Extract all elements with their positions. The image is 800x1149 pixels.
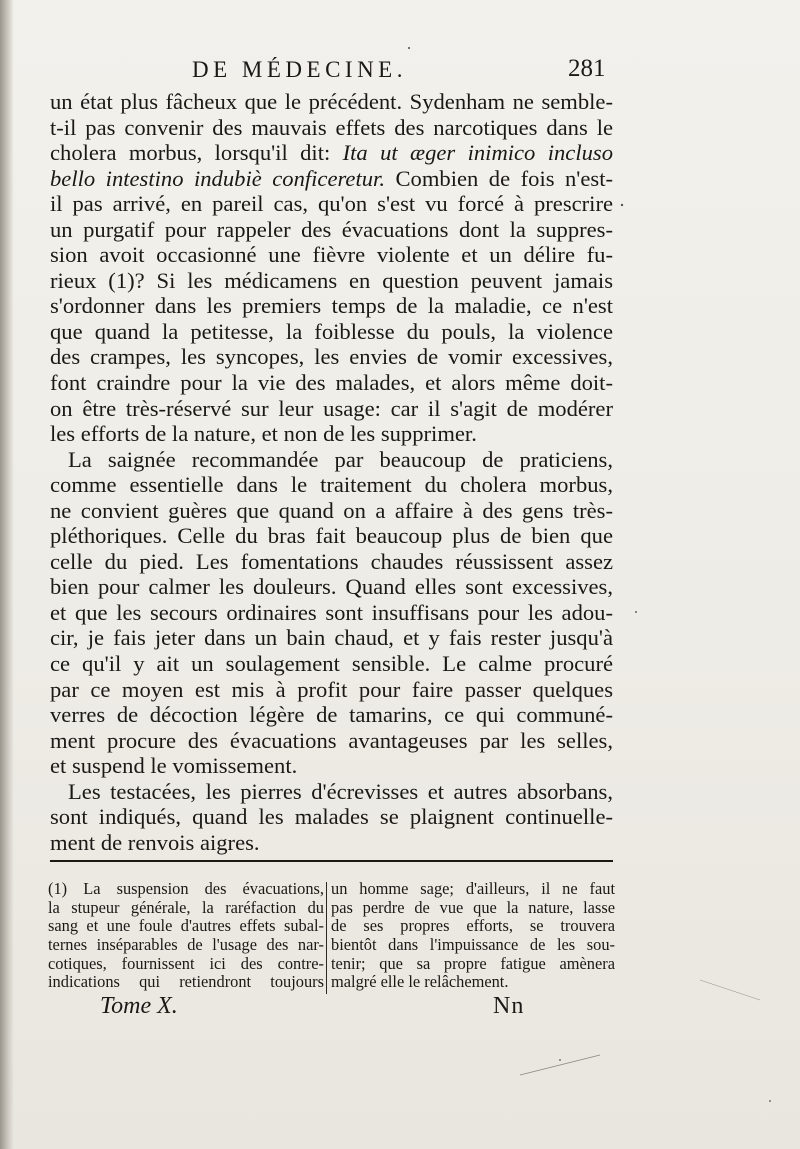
body-line: on être très-réservé sur leur usage: car il s'agit de modérer: [50, 395, 613, 421]
body-line: il pas arrivé, en pareil cas, qu'on s'est vu forcé à prescrire: [50, 191, 613, 217]
body-line: La saignée recommandée par beaucoup de praticiens,: [68, 446, 613, 472]
body-line: et que les secours ordinaires sont insuffisans pour les adou-: [50, 599, 613, 625]
body-line: verres de décoction légère de tamarins, ce qui communé-: [50, 702, 613, 728]
body-line: ne convient guères que quand on a affaire à des gens très-: [50, 497, 613, 523]
footnote-column-right: [331, 880, 615, 992]
body-text: [50, 89, 613, 855]
page-number: 281: [568, 55, 606, 82]
running-head-title: DE MÉDECINE.: [192, 57, 407, 82]
body-line: cir, je fais jeter dans un bain chaud, et y fais rester jusqu'à: [50, 625, 613, 651]
gathering-signature: Nn: [493, 993, 525, 1019]
body-line: sion avoit occasionné une fièvre violente et un délire fu-: [50, 242, 613, 268]
footnote-line: bientôt dans l'impuissance de les sou-: [331, 935, 615, 955]
footnote-line: cotiques, fournissent ici des contre-: [48, 953, 324, 973]
body-line: font craindre pour la vie des malades, et alors même doit-: [50, 370, 613, 396]
body-line: comme essentielle dans le traitement du cholera morbus,: [50, 472, 613, 498]
footnote-column-divider: [326, 882, 327, 994]
body-line: un état plus fâcheux que le précédent. Sydenham ne semble-: [50, 89, 613, 114]
body-line: sont indiqués, quand les malades se plaignent continuelle-: [50, 804, 613, 830]
footnote-line: malgré elle le relâchement.: [331, 972, 509, 992]
body-line: que quand la petitesse, la foiblesse du pouls, la violence: [50, 318, 613, 344]
running-head: [0, 55, 800, 91]
body-line: ment procure des évacuations avantageuses par les selles,: [50, 727, 613, 753]
footnote-column-left: [48, 880, 324, 992]
latin-quote: bello intestino indubiè conficeretur.: [50, 165, 385, 191]
footnote-line: de ses propres efforts, se trouvera: [331, 916, 615, 936]
body-line: ce qu'il y ait un soulagement sensible. Le calme procuré: [50, 651, 613, 677]
footnote-line: ternes inséparables de l'usage des nar-: [48, 935, 324, 955]
body-line-with-quote: [50, 166, 613, 192]
body-line: t-il pas convenir des mauvais effets des narcotiques dans le: [50, 114, 613, 140]
footnote-line: (1) La suspension des évacuations,: [48, 879, 324, 898]
body-line: pléthoriques. Celle du bras fait beaucoup plus de bien que: [50, 523, 613, 549]
footnote-rule: [50, 860, 613, 862]
body-line-text: cholera morbus, lorsqu'il dit:: [50, 140, 331, 166]
footnotes: [48, 880, 616, 1000]
footnote-line: indications qui retiendront toujours: [48, 972, 324, 992]
page-binding-edge: [0, 0, 14, 1149]
body-line: bien pour calmer les douleurs. Quand elles sont excessives,: [50, 574, 613, 600]
body-line: les efforts de la nature, et non de les supprimer.: [50, 421, 477, 447]
body-line: s'ordonner dans les premiers temps de la maladie, ce n'est: [50, 293, 613, 319]
footnote-line: pas perdre de vue que la nature, lasse: [331, 897, 615, 917]
body-line: et suspend le vomissement.: [50, 753, 298, 779]
body-line: par ce moyen est mis à profit pour faire passer quelques: [50, 676, 613, 702]
footnote-line: tenir; que sa propre fatigue amènera: [331, 953, 615, 973]
body-line: des crampes, les syncopes, les envies de vomir excessives,: [50, 344, 613, 370]
body-line: un purgatif pour rappeler des évacuations dont la suppres-: [50, 216, 613, 242]
body-line: rieux (1)? Si les médicamens en question peuvent jamais: [50, 267, 613, 293]
body-line-text: Combien de fois n'est-: [384, 165, 613, 191]
body-line: ment de renvois aigres.: [50, 829, 260, 855]
latin-quote: Ita ut æger inimico incluso: [342, 140, 613, 166]
footnote-line: sang et une foule d'autres effets subal-: [48, 916, 324, 936]
body-line-with-quote: [50, 140, 613, 166]
volume-signature: Tome X.: [100, 993, 178, 1019]
footnote-line: un homme sage; d'ailleurs, il ne faut: [331, 879, 615, 898]
footnote-line: la stupeur générale, la raréfaction du: [48, 897, 324, 917]
body-line: celle du pied. Les fomentations chaudes réussissent assez: [50, 548, 613, 574]
body-line: Les testacées, les pierres d'écrevisses et autres absorbans,: [68, 778, 613, 804]
